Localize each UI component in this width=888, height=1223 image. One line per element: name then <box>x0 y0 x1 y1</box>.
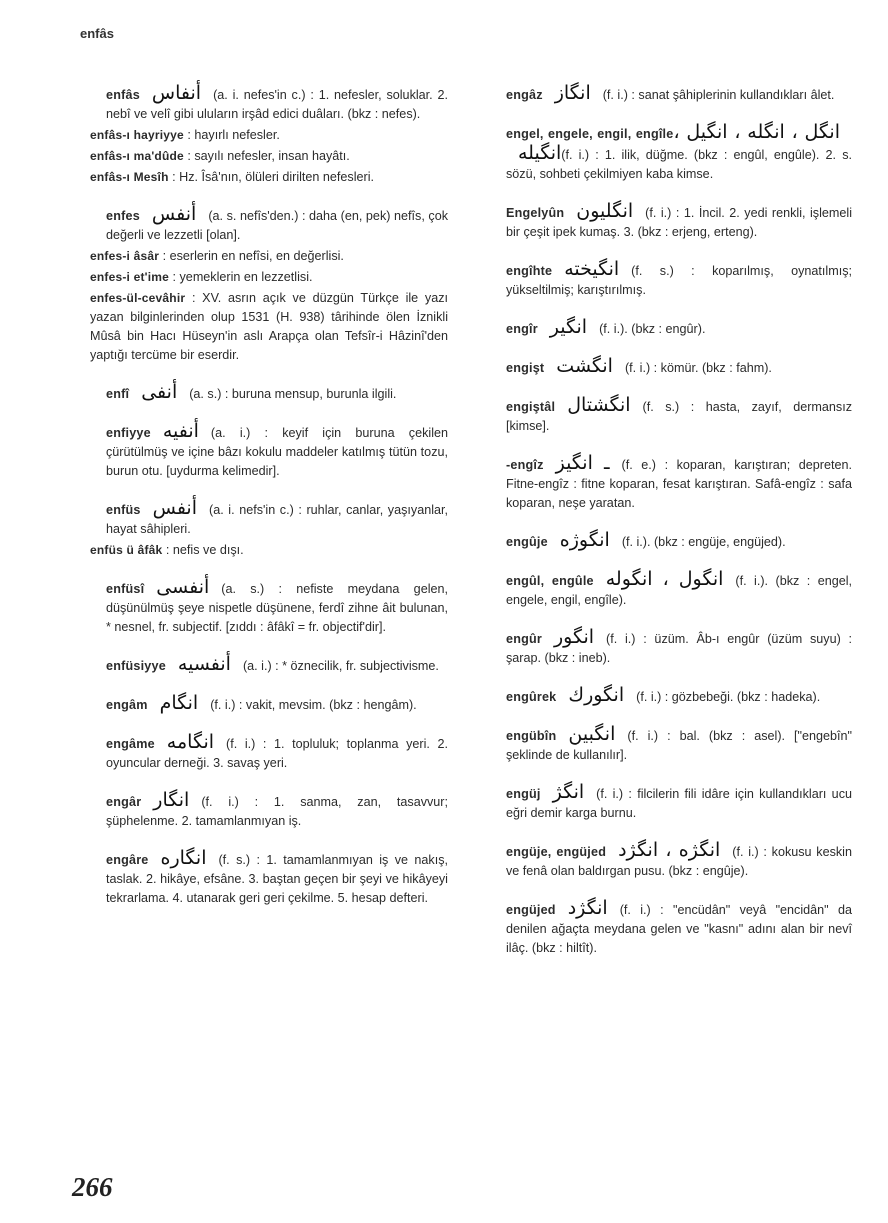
entry-arabic-script: أنفيه <box>162 420 199 442</box>
entry-definition: (f. i.) : vakit, mevsim. (bkz : hengâm). <box>210 698 417 712</box>
entry-definition: (f. s.) : hasta, zayıf, dermansız [kimse]. <box>506 400 852 433</box>
sub-entry-definition: : sayılı nefesler, insan hayâtı. <box>183 149 350 163</box>
entry-definition: (a. i. nefs'in c.) : ruhlar, canlar, yaşıyanlar, hayat sâhipleri. <box>106 503 448 536</box>
entry-body <box>74 655 448 676</box>
entry-arabic-script: أنفاس <box>151 82 202 104</box>
entry-definition: (f. s.) : 1. tamamlanmıyan iş ve nakış, taslak. 2. hikâye, efsâne. 3. baştan geçen bir şeyi ve hikâyeyi tekrarlama. 4. utanarak geri geri çekilme. 5. hesap defteri. <box>106 853 448 905</box>
dictionary-entry <box>74 578 448 637</box>
dictionary-entry <box>474 899 852 958</box>
entry-headword: engûr <box>506 632 542 646</box>
sub-entry <box>74 126 448 145</box>
entry-arabic-script: انگژ <box>552 781 585 803</box>
sub-entry <box>74 168 448 187</box>
entry-body <box>474 318 852 339</box>
entry-headword: engûrek <box>506 690 557 704</box>
entry-definition: (f. i.). (bkz : engüje, engüjed). <box>621 535 786 549</box>
entry-headword: engâre <box>106 853 149 867</box>
dictionary-entry <box>74 694 448 715</box>
entry-headword: engâm <box>106 698 148 712</box>
entry-body <box>474 531 852 552</box>
dictionary-entry <box>74 655 448 676</box>
sub-entry-headword: enfâs-ı hayriyye <box>90 128 184 142</box>
entry-definition: (a. s.) : nefiste meydana gelen, düşünülmüş şeye nispetle düşünene, ferdî zihne âit bulunan, * nesnel, fr. subjectif. [zıddı : âfâkî = fr. objectif'dir]. <box>106 582 448 634</box>
dictionary-entry <box>474 318 852 339</box>
entry-arabic-script: انگشت <box>556 355 613 377</box>
entry-headword: engîhte <box>506 264 553 278</box>
dictionary-entry <box>474 202 852 242</box>
entry-headword: enfiyye <box>106 426 151 440</box>
entry-arabic-script: أنفس <box>151 203 197 225</box>
dictionary-entry <box>74 849 448 908</box>
dictionary-entry <box>474 570 852 610</box>
entry-body <box>74 733 448 773</box>
entry-body <box>474 783 852 823</box>
entry-headword: enfî <box>106 387 130 401</box>
left-column <box>74 84 448 926</box>
entry-body <box>474 260 852 300</box>
entry-body <box>74 694 448 715</box>
entry-arabic-script: انگام <box>159 692 199 714</box>
entry-definition: (f. i.) : filcilerin fili idâre için kullandıkları ucu eğri demir karga burnu. <box>506 787 852 820</box>
dictionary-entry <box>474 357 852 378</box>
entry-headword: engüjed <box>506 903 556 917</box>
entry-body <box>474 899 852 958</box>
entry-body <box>474 123 852 184</box>
entry-definition: (f. i.) : üzüm. Âb-ı engûr (üzüm suyu) : şarap. (bkz : ineb). <box>506 632 852 665</box>
entry-body <box>74 791 448 831</box>
entry-body <box>474 570 852 610</box>
entry-headword: engûl, engûle <box>506 574 594 588</box>
entry-body <box>474 396 852 436</box>
entry-definition: (f. i.) : bal. (bkz : asel). ["engebîn" şeklinde de kullanılır]. <box>506 729 852 762</box>
sub-entry <box>74 268 448 287</box>
entry-arabic-script: انگبین <box>568 723 616 745</box>
running-header: enfâs <box>80 26 114 41</box>
dictionary-entry <box>74 499 448 560</box>
sub-entry <box>74 289 448 365</box>
entry-arabic-script: انگول ، انگوله <box>605 568 724 590</box>
entry-definition: (f. i.) : 1. topluluk; toplanma yeri. 2. oyuncular derneği. 3. savaş yeri. <box>106 737 448 770</box>
entry-headword: engîr <box>506 322 538 336</box>
entry-definition: (f. i.) : kömür. (bkz : fahm). <box>624 361 772 375</box>
entry-definition: (f. s.) : koparılmış, oynatılmış; yükseltilmiş; karıştırılmış. <box>506 264 852 297</box>
entry-definition: (f. i.). (bkz : engel, engele, engil, engîle). <box>506 574 853 607</box>
entry-headword: engüj <box>506 787 541 801</box>
entry-body <box>74 84 448 124</box>
entry-body <box>474 628 852 668</box>
page-number: 266 <box>72 1172 113 1202</box>
entry-body <box>74 578 448 637</box>
entry-arabic-script: انگامه <box>166 731 215 753</box>
entry-headword: engûje <box>506 535 548 549</box>
entry-headword: engel, engele, engil, engîle <box>506 127 674 141</box>
dictionary-entry <box>474 260 852 300</box>
entry-headword: enfüsî <box>106 582 145 596</box>
dictionary-entry <box>74 422 448 481</box>
sub-entry-definition: : XV. asrın açık ve düzgün Türkçe ile yazı yazan bilginlerinden olup 1531 (H. 938) târihinde ölen İznikli Mûsâ bin Hacı Hüseyn'in aslı Arapça olan Tefsîr-i Hâzinî'den yaptığı tercüme bir eserdir. <box>90 291 448 362</box>
entry-headword: engâz <box>506 88 543 102</box>
entry-definition: (a. i.) : * öznecilik, fr. subjectivisme. <box>242 659 439 673</box>
entry-headword: enfüsiyye <box>106 659 166 673</box>
sub-entry-headword: enfâs-ı Mesîh <box>90 170 169 184</box>
entry-body <box>474 686 852 707</box>
entry-arabic-script: أنفس <box>152 497 197 519</box>
dictionary-entry <box>474 783 852 823</box>
sub-entry-headword: enfâs-ı ma'dûde <box>90 149 184 163</box>
dictionary-entry <box>474 454 852 513</box>
entry-headword: enfüs <box>106 503 141 517</box>
entry-definition: (f. i.). (bkz : engûr). <box>599 322 706 336</box>
sub-entry-definition: : yemeklerin en lezzetlisi. <box>169 270 313 284</box>
dictionary-entry <box>474 628 852 668</box>
entry-headword: engâr <box>106 795 142 809</box>
entry-arabic-script: ـ انگیز <box>555 452 610 474</box>
entry-headword: engişt <box>506 361 545 375</box>
sub-entry <box>74 247 448 266</box>
entry-body <box>474 725 852 765</box>
entry-arabic-script: انگشتال <box>567 394 631 416</box>
sub-entry-headword: enfes-i âsâr <box>90 249 160 263</box>
entry-arabic-script: انگل ، انگله ، انگیل ، انگیله <box>518 121 840 164</box>
entry-definition: (f. i.) : sanat şâhiplerinin kullandıkları âlet. <box>602 88 835 102</box>
dictionary-entry <box>474 686 852 707</box>
entry-definition: (f. i.) : kokusu keskin ve fenâ olan baldırgan pusu. (bkz : engûje). <box>506 845 852 878</box>
dictionary-entry <box>74 383 448 404</box>
entry-definition: (a. s.) : buruna mensup, burunla ilgili. <box>189 387 397 401</box>
sub-entry-definition: : Hz. Îsâ'nın, ölüleri dirilten nefesleri. <box>168 170 375 184</box>
entry-arabic-script: انگژد <box>567 897 608 919</box>
entry-definition: (f. i.) : "encüdân" veyâ "encidân" da denilen ağaçta meydana gelen ve "kasnı" adını alan bir nevî ilâç. (bkz : hiltît). <box>506 903 852 955</box>
entry-definition: (a. i. nefes'in c.) : 1. nefesler, soluklar. 2. nebî ve velî gibi uluların irşâd edici duâları. (bkz : nefes). <box>106 88 448 121</box>
entry-headword: enfes <box>106 209 140 223</box>
dictionary-entry <box>74 205 448 365</box>
sub-entry-headword: enfes-i et'ime <box>90 270 170 284</box>
entry-arabic-script: انگیخته <box>564 258 620 280</box>
entry-headword: engübîn <box>506 729 557 743</box>
dictionary-entry <box>474 123 852 184</box>
entry-body <box>474 357 852 378</box>
entry-arabic-script: انگورك <box>568 684 625 706</box>
dictionary-entry <box>474 841 852 881</box>
entry-definition: (a. s. nefîs'den.) : daha (en, pek) nefîs, çok değerli ve lezzetli [olan]. <box>106 209 448 242</box>
dictionary-entry <box>474 396 852 436</box>
entry-body <box>474 454 852 513</box>
entry-body <box>474 202 852 242</box>
entry-arabic-script: انگور <box>553 626 595 648</box>
entry-arabic-script: انگوژه <box>559 529 610 551</box>
entry-definition: (f. e.) : koparan, karıştıran; depreten. Fitne-engîz : fitne koparan, fesat karıştıran. Safâ-engîz : safa koparan, neşe yaratan. <box>506 458 852 510</box>
entry-arabic-script: انگار <box>153 789 190 811</box>
entry-definition: (f. i.) : gözbebeği. (bkz : hadeka). <box>636 690 821 704</box>
dictionary-entry <box>474 84 852 105</box>
entry-arabic-script: أنفى <box>141 381 178 403</box>
sub-entry-definition: : eserlerin en nefîsi, en değerlisi. <box>159 249 344 263</box>
entry-definition: (f. i.) : 1. sanma, zan, tasavvur; şüphelenme. 2. tamamlanmıyan iş. <box>106 795 448 828</box>
entry-definition: (f. i.) : 1. ilik, düğme. (bkz : engûl, engûle). 2. s. sözü, sohbeti çekilmiyen kaba kimse. <box>506 148 852 181</box>
entry-arabic-script: انگلیون <box>576 200 634 222</box>
dictionary-entry <box>74 791 448 831</box>
entry-definition: (a. i.) : keyif için buruna çekilen çürütülmüş ve içine bâzı kokulu maddeler katılmış tütün tozu, burun otu. [uydurma kelimedir]. <box>106 426 448 478</box>
sub-entry-definition: : nefis ve dışı. <box>162 543 244 557</box>
entry-body <box>74 205 448 245</box>
entry-headword: engiştâl <box>506 400 556 414</box>
entry-body <box>74 499 448 539</box>
entry-arabic-script: انگژه ، انگژد <box>618 839 721 861</box>
dictionary-entry <box>474 725 852 765</box>
entry-headword: -engîz <box>506 458 544 472</box>
sub-entry-definition: : hayırlı nefesler. <box>183 128 280 142</box>
entry-arabic-script: انگیر <box>549 316 588 338</box>
dictionary-entry <box>74 733 448 773</box>
entry-body <box>474 841 852 881</box>
entry-arabic-script: انگاره <box>160 847 207 869</box>
entry-body <box>74 383 448 404</box>
right-column <box>474 84 852 976</box>
entry-arabic-script: أنفسى <box>156 576 210 598</box>
dictionary-entry <box>74 84 448 187</box>
entry-body <box>474 84 852 105</box>
sub-entry <box>74 541 448 560</box>
entry-headword: engüje, engüjed <box>506 845 607 859</box>
entry-headword: enfâs <box>106 88 140 102</box>
entry-body <box>74 849 448 908</box>
entry-definition: (f. i.) : 1. İncil. 2. yedi renkli, işlemeli bir çeşit ipek kumaş. 3. (bkz : erjeng, erteng). <box>506 206 852 239</box>
sub-entry <box>74 147 448 166</box>
entry-body <box>74 422 448 481</box>
sub-entry-headword: enfüs ü âfâk <box>90 543 163 557</box>
entry-headword: Engelyûn <box>506 206 565 220</box>
entry-arabic-script: أنفسيه <box>177 653 231 675</box>
dictionary-entry <box>474 531 852 552</box>
entry-arabic-script: انگاز <box>554 82 591 104</box>
sub-entry-headword: enfes-ül-cevâhir <box>90 291 186 305</box>
entry-headword: engâme <box>106 737 155 751</box>
